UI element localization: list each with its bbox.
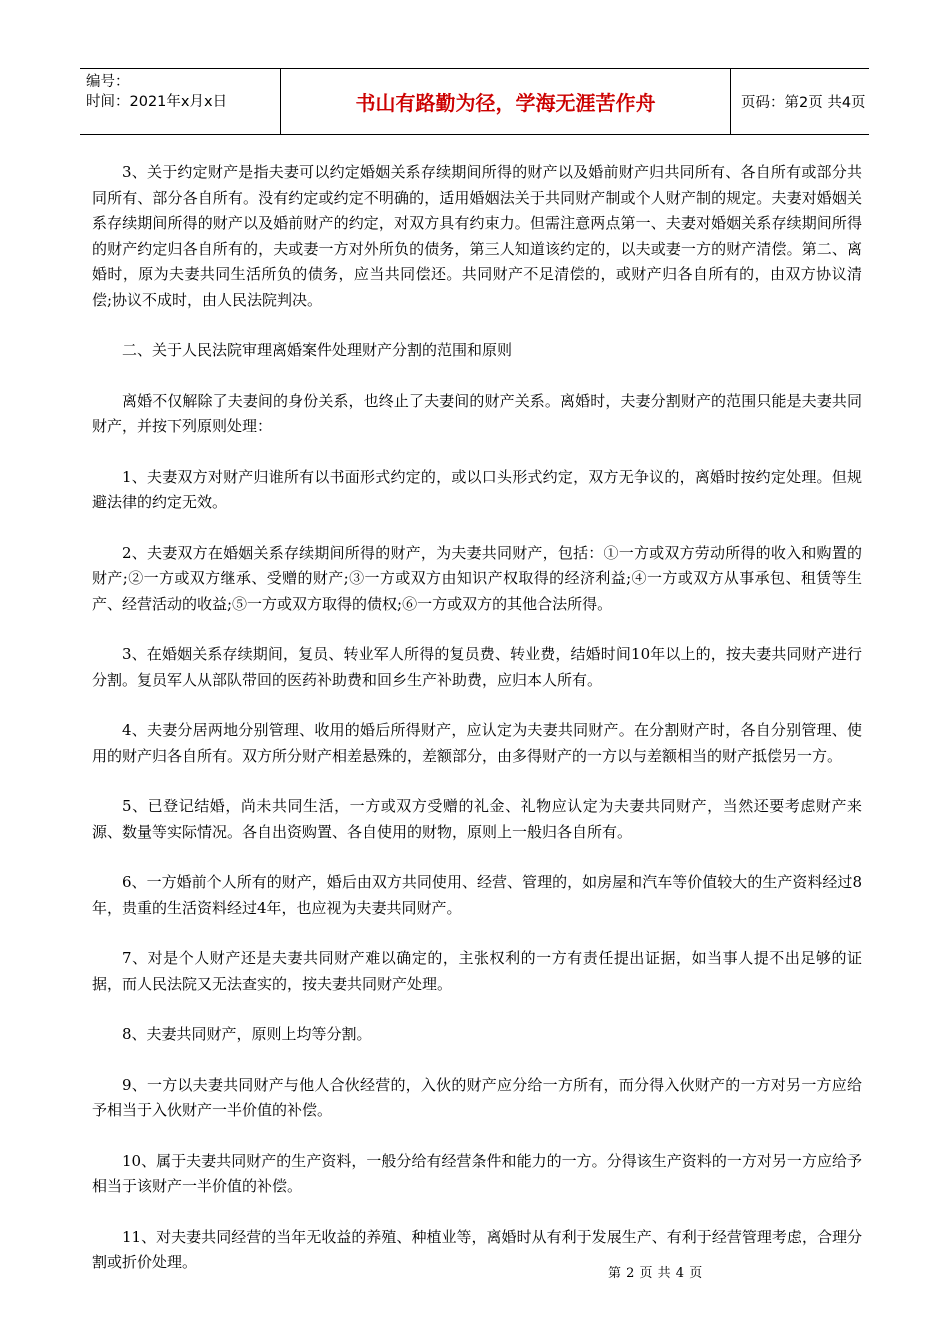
paragraph: 8、夫妻共同财产，原则上均等分割。 (122, 1025, 372, 1043)
paragraph: 3、在婚姻关系存续期间，复员、转业军人所得的复员费、转业费，结婚时间10年以上的，按夫妻共同财产进行分割。复员军人从部队带回的医药补助费和回乡生产补助费，应归本人所有。 (92, 645, 862, 689)
paragraph: 6、一方婚前个人所有的财产，婚后由双方共同使用、经营、管理的，如房屋和汽车等价值较大的生产资料经过8年，贵重的生活资料经过4年，也应视为夫妻共同财产。 (92, 873, 862, 917)
page-header (80, 68, 869, 135)
paragraph: 7、对是个人财产还是夫妻共同财产难以确定的，主张权利的一方有责任提出证据，如当事人提不出足够的证据，而人民法院又无法查实的，按夫妻共同财产处理。 (92, 949, 862, 993)
header-page-label: 页码：第2页 共4页 (741, 95, 866, 111)
paragraph: 离婚不仅解除了夫妻间的身份关系，也终止了夫妻间的财产关系。离婚时，夫妻分割财产的范围只能是夫妻共同财产，并按下列原则处理： (92, 391, 862, 435)
paragraph: 3、关于约定财产是指夫妻可以约定婚姻关系存续期间所得的财产以及婚前财产归共同所有、各自所有或部分共同所有、部分各自所有。没有约定或约定不明确的，适用婚姻法关于共同财产制或个人财产制的规定。夫妻对婚姻关系存续期间所得的财产以及婚前财产的约定，对双方具有约束力。但需注意两点第一、夫妻对婚姻关系存续期间所得的财产约定归各自所有的，夫或妻一方对外所负的债务，第三人知道该约定的，以夫或妻一方的财产清偿。第二、离婚时，原为夫妻共同生活所负的债务，应当共同偿还。共同财产不足清偿的，或财产归各自所有的，由双方协议清偿;协议不成时，由人民法院判决。 (92, 163, 862, 309)
document-body (92, 160, 862, 1301)
paragraph: 5、已登记结婚，尚未共同生活，一方或双方受赠的礼金、礼物应认定为夫妻共同财产，当然还要考虑财产来源、数量等实际情况。各自出资购置、各自使用的财物，原则上一般归各自所有。 (92, 797, 862, 841)
paragraph: 9、一方以夫妻共同财产与他人合伙经营的，入伙的财产应分给一方所有，而分得入伙财产的一方对另一方应给予相当于入伙财产一半价值的补偿。 (92, 1075, 862, 1119)
header-motto: 书山有路勤为径，学海无涯苦作舟 (281, 69, 731, 134)
section-heading: 二、关于人民法院审理离婚案件处理财产分割的范围和原则 (122, 341, 513, 359)
paragraph: 1、夫妻双方对财产归谁所有以书面形式约定的，或以口头形式约定，双方无争议的，离婚时按约定处理。但规避法律的约定无效。 (92, 467, 862, 511)
paragraph: 11、对夫妻共同经营的当年无收益的养殖、种植业等，离婚时从有利于发展生产、有利于经营管理考虑，合理分割或折价处理。 (92, 1227, 862, 1271)
paragraph: 2、夫妻双方在婚姻关系存续期间所得的财产，为夫妻共同财产，包括：①一方或双方劳动所得的收入和购置的财产;②一方或双方继承、受赠的财产;③一方或双方由知识产权取得的经济利益;④一方或双方从事承包、租赁等生产、经营活动的收益;⑤一方或双方取得的债权;⑥一方或双方的其他合法所得。 (92, 543, 862, 613)
paragraph: 10、属于夫妻共同财产的生产资料，一般分给有经营条件和能力的一方。分得该生产资料的一方对另一方应给予相当于该财产一半价值的补偿。 (92, 1151, 862, 1195)
header-meta (80, 69, 281, 134)
paragraph: 4、夫妻分居两地分别管理、收用的婚后所得财产，应认定为夫妻共同财产。在分割财产时，各自分别管理、使用的财产归各自所有。双方所分财产相差悬殊的，差额部分，由多得财产的一方以与差额相当的财产抵偿另一方。 (92, 721, 862, 765)
number-label: 编号： (86, 74, 130, 90)
page-footer: 第 2 页 共 4 页 (608, 1266, 703, 1281)
time-label: 时间：2021年x月x日 (86, 94, 228, 110)
